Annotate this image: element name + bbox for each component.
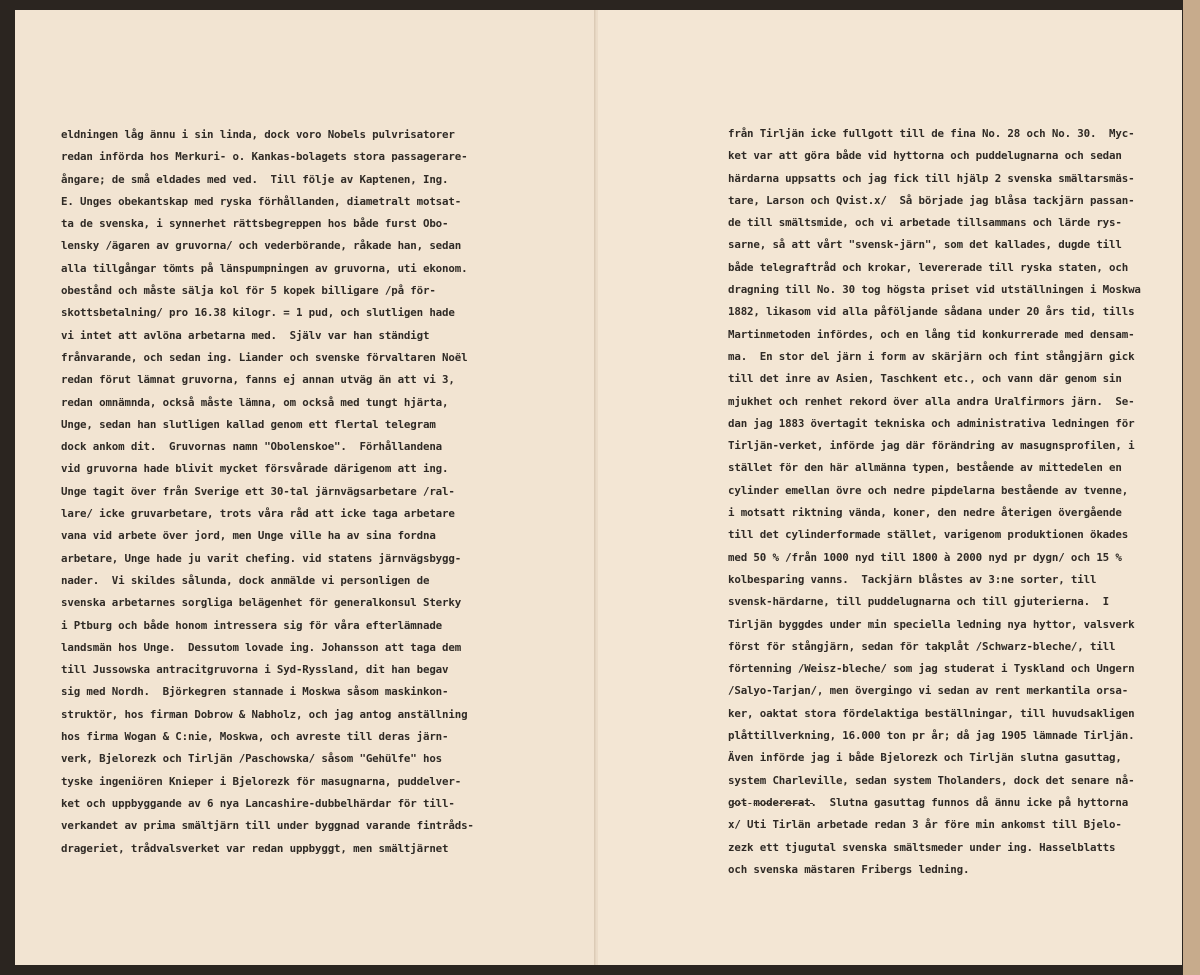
text-line: sig med Nordh. Björkegren stannade i Moskwa såsom maskinkon-: [61, 685, 449, 699]
text-line: till Jussowska antracitgruvorna i Syd-Ryssland, dit han begav: [61, 663, 449, 677]
text-line: både telegraftråd och krokar, levererade till ryska staten, och: [728, 260, 1129, 274]
text-line: svenska arbetarnes sorgliga belägenhet för generalkonsul Sterky: [61, 596, 462, 610]
text-line: först för stångjärn, sedan för takplåt /Schwarz-bleche/, till: [728, 639, 1116, 653]
text-line: i Ptburg och både honom intressera sig för våra efterlämnade: [61, 618, 443, 632]
text-line: /Salyo-Tarjan/, men övergingo vi sedan av rent merkantila orsa-: [728, 684, 1129, 698]
text-line: vana vid arbete över jord, men Unge ville ha av sina fordna: [61, 529, 436, 543]
left-page: [15, 10, 595, 965]
text-line: system Charleville, sedan system Tholanders, dock det senare nå-: [728, 773, 1135, 787]
text-line: obestånd och måste sälja kol för 5 kopek billigare /på för-: [61, 284, 436, 298]
text-line: svensk-härdarne, till puddelugnarna och till gjuterierna. I: [728, 595, 1110, 609]
text-line: 1882, likasom vid alla påföljande sådana under 20 års tid, tills: [728, 305, 1135, 319]
text-line: hos firma Wogan & C:nie, Moskwa, och avreste till deras järn-: [61, 730, 449, 744]
text-line: ket var att göra både vid hyttorna och puddelugnarna och sedan: [728, 149, 1122, 163]
text-line: de till smältsmide, och vi arbetade tillsammans och lärde rys-: [728, 216, 1122, 230]
text-line: dragning till No. 30 tog högsta priset vid utställningen i Moskwa: [728, 283, 1141, 297]
text-line: drageriet, trådvalsverket var redan uppbyggt, men smältjärnet: [61, 841, 449, 855]
text-line: Även införde jag i både Bjelorezk och Tirljän slutna gasuttag,: [728, 751, 1122, 765]
text-line: sarne, så att vårt "svensk-järn", som det kallades, dugde till: [728, 238, 1122, 252]
text-line: dan jag 1883 övertagit tekniska och administrativa ledningen för: [728, 416, 1135, 430]
text-line: i motsatt riktning vända, koner, den nedre återigen övergående: [728, 506, 1122, 520]
text-line: eldningen låg ännu i sin linda, dock voro Nobels pulvrisatorer: [61, 128, 455, 141]
text-line: nader. Vi skildes sålunda, dock anmälde vi personligen de: [61, 573, 430, 587]
text-line: frånvarande, och sedan ing. Liander och svenske förvaltaren Noël: [61, 350, 468, 364]
text-line: Tirljän-verket, införde jag där förändring av masugnsprofilen, i: [728, 439, 1135, 453]
text-line: lare/ icke gruvarbetare, trots våra råd att icke taga arbetare: [61, 507, 455, 521]
text-line: förtenning /Weisz-bleche/ som jag studerat i Tyskland och Ungern: [728, 662, 1135, 676]
text-line: dock ankom dit. Gruvornas namn "Obolenskoe". Förhållandena: [61, 440, 443, 454]
text-line: kolbesparing vanns. Tackjärn blåstes av 3:ne sorter, till: [728, 572, 1097, 586]
text-line: skottsbetalning/ pro 16.38 kilogr. = 1 pud, och slutligen hade: [61, 306, 455, 320]
text-line: ket och uppbyggande av 6 nya Lancashire-dubbelhärdar för till-: [61, 796, 455, 810]
left-page-text: [61, 124, 474, 860]
text-line: tyske ingeniören Knieper i Bjelorezk för masugnarna, puddelver-: [61, 774, 462, 788]
text-line: tare, Larson och Qvist.x/ Så började jag blåsa tackjärn passan-: [728, 193, 1135, 207]
text-line: redan införda hos Merkuri- o. Kankas-bolagets stora passagerare-: [61, 150, 468, 164]
text-line: alla tillgångar tömts på länspumpningen av gruvorna, uti ekonom.: [61, 261, 468, 275]
text-line: zezk ett tjugutal svenska smältsmeder under ing. Hasselblatts: [728, 840, 1116, 854]
text-line: plåttillverkning, 16.000 ton pr år; då jag 1905 lämnade Tirljän.: [728, 729, 1135, 743]
text-line: verkandet av prima smältjärn till under byggnad varande fintråds-: [61, 819, 474, 833]
text-line: mjukhet och renhet rekord över alla andra Uralfirmors järn. Se-: [728, 394, 1135, 408]
text-line: got modererat. Slutna gasuttag funnos då ännu icke på hyttorna: [728, 795, 1129, 809]
text-line: Unge, sedan han slutligen kallad genom ett flertal telegram: [61, 417, 436, 431]
footnote-separator: [733, 803, 813, 804]
text-line: vid gruvorna hade blivit mycket försvårade därigenom att ing.: [61, 462, 449, 476]
text-line: redan förut lämnat gruvorna, fanns ej annan utväg än att vi 3,: [61, 373, 455, 387]
text-line: landsmän hos Unge. Dessutom lovade ing. Johansson att taga dem: [61, 640, 462, 654]
right-page-text: [728, 123, 1141, 881]
folder-cover-edge: [1183, 0, 1200, 975]
text-line: redan omnämnda, också måste lämna, om också med tungt hjärta,: [61, 395, 449, 409]
text-line: Unge tagit över från Sverige ett 30-tal järnvägsarbetare /ral-: [61, 484, 455, 498]
text-line: cylinder emellan övre och nedre pipdelarna bestående av tvenne,: [728, 483, 1129, 497]
text-line: arbetare, Unge hade ju varit chefing. vid statens järnvägsbygg-: [61, 551, 462, 565]
text-line: x/ Uti Tirlän arbetade redan 3 år före min ankomst till Bjelo-: [728, 818, 1122, 832]
text-line: med 50 % /från 1000 nyd till 1800 à 2000 nyd pr dygn/ och 15 %: [728, 550, 1122, 564]
text-line: ta de svenska, i synnerhet rättsbegreppen hos både furst Obo-: [61, 217, 449, 231]
text-line: och svenska mästaren Fribergs ledning.: [728, 862, 970, 876]
text-line: ker, oaktat stora fördelaktiga beställningar, till huvudsakligen: [728, 706, 1135, 720]
right-page: [598, 10, 1182, 965]
text-line: till det cylinderformade stället, varigenom produktionen ökades: [728, 528, 1129, 542]
text-line: från Tirljän icke fullgott till de fina No. 28 och No. 30. Myc-: [728, 127, 1135, 140]
text-line: Tirljän byggdes under min speciella ledning nya hyttor, valsverk: [728, 617, 1135, 631]
text-line: stället för den här allmänna typen, bestående av mittedelen en: [728, 461, 1122, 475]
text-line: vi intet att avlöna arbetarna med. Själv var han ständigt: [61, 328, 430, 342]
text-line: E. Unges obekantskap med ryska förhållanden, diametralt motsat-: [61, 194, 462, 208]
text-line: till det inre av Asien, Taschkent etc., och vann där genom sin: [728, 372, 1122, 386]
text-line: härdarna uppsatts och jag fick till hjälp 2 svenska smältarsmäs-: [728, 171, 1135, 185]
text-line: lensky /ägaren av gruvorna/ och vederbörande, råkade han, sedan: [61, 239, 462, 253]
text-line: ma. En stor del järn i form av skärjärn och fint stångjärn gick: [728, 349, 1135, 363]
text-line: struktör, hos firman Dobrow & Nabholz, och jag antog anställning: [61, 707, 468, 721]
text-line: verk, Bjelorezk och Tirljän /Paschowska/ såsom "Gehülfe" hos: [61, 752, 443, 766]
text-line: Martinmetoden infördes, och en lång tid konkurrerade med densam-: [728, 327, 1135, 341]
text-line: ångare; de små eldades med ved. Till följe av Kaptenen, Ing.: [61, 172, 449, 186]
